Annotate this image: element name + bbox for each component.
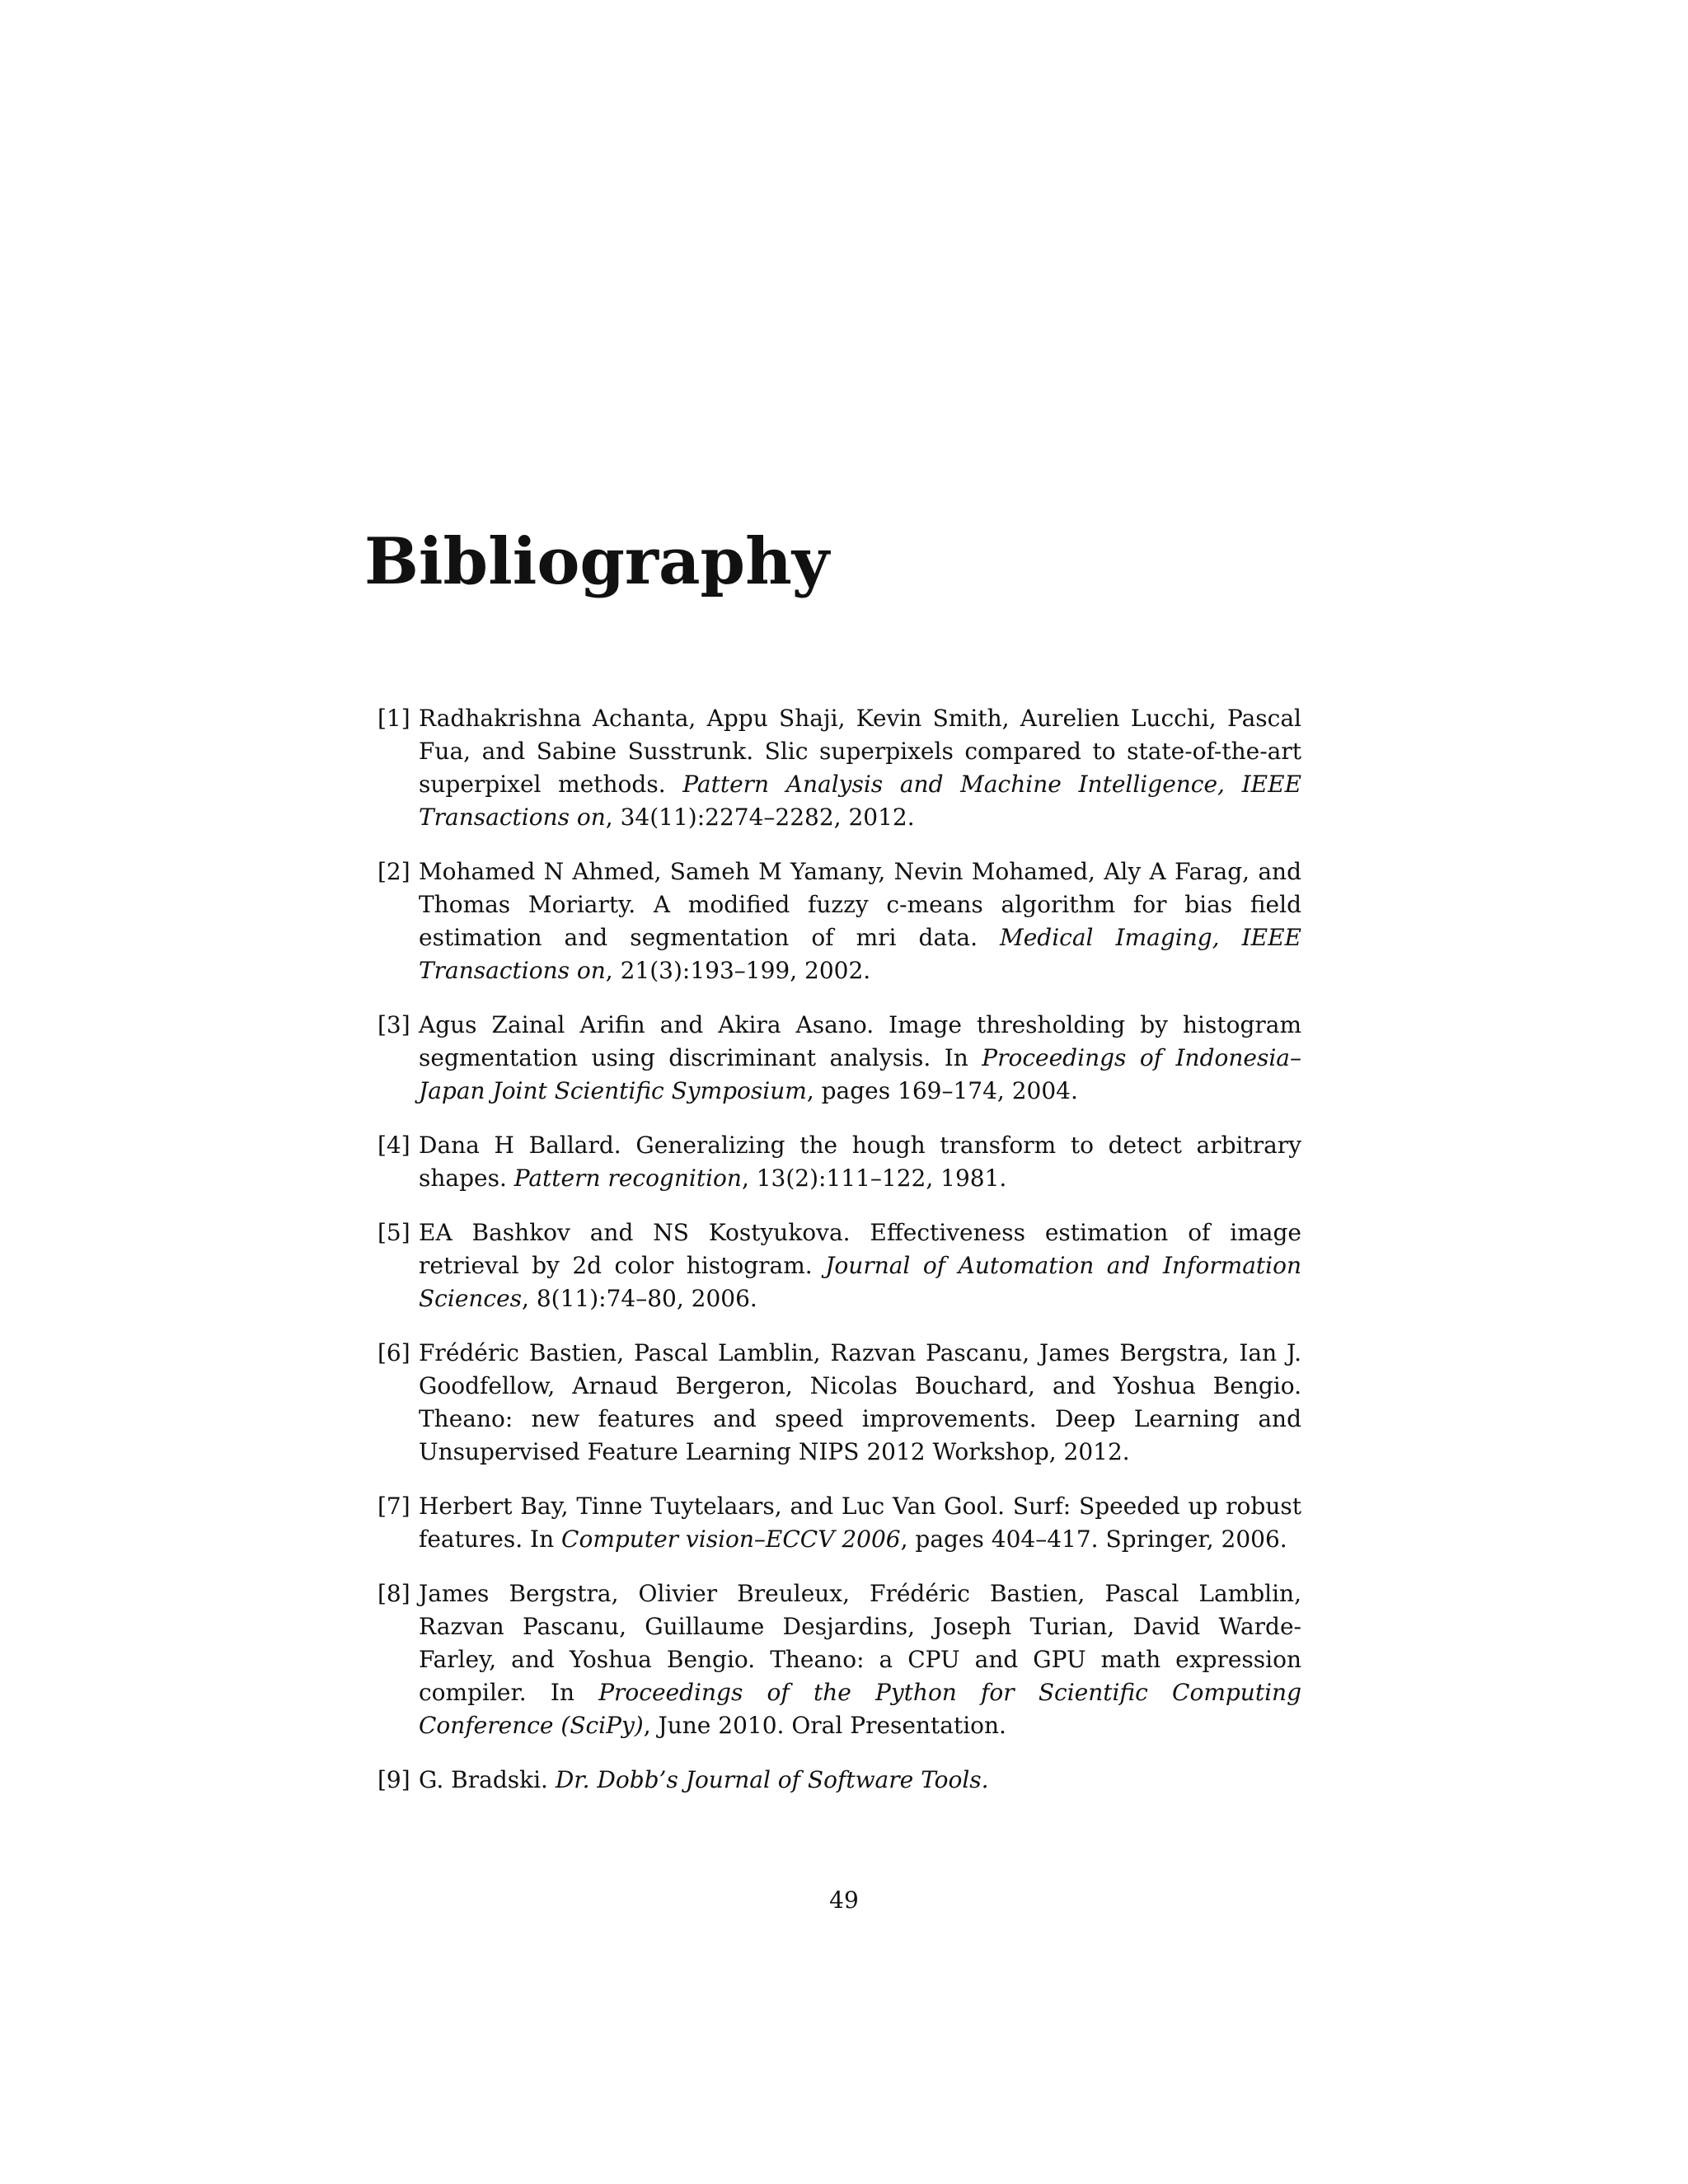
- bib-venue: Pattern Analysis and Machine Intelligence, IEEE Transactions on: [419, 771, 1302, 831]
- bib-entry-9: [377, 1764, 1301, 1797]
- bib-details: , pages 169–174, 2004.: [806, 1077, 1078, 1104]
- bib-details: , 8(11):74–80, 2006.: [522, 1285, 757, 1312]
- bib-number: [2]: [377, 858, 410, 885]
- bib-entry-7: [377, 1490, 1301, 1556]
- bib-venue: Dr. Dobb’s Journal of Software Tools.: [555, 1766, 989, 1793]
- bib-number: [6]: [377, 1339, 410, 1366]
- bib-entry-4: [377, 1129, 1301, 1195]
- bib-text: Radhakrishna Achanta, Appu Shaji, Kevin Smith, Aurelien Lucchi, Pascal Fua, and Sabine Susstrunk. Slic superpixels compared to state-of-the-art superpixel methods.: [419, 705, 1301, 798]
- bib-venue: Computer vision–ECCV 2006: [561, 1526, 901, 1553]
- bib-number: [4]: [377, 1132, 410, 1159]
- bib-number: [8]: [377, 1580, 410, 1607]
- bib-text: Mohamed N Ahmed, Sameh M Yamany, Nevin Mohamed, Aly A Farag, and Thomas Moriarty. A modified fuzzy c-means algorithm for bias field estimation and segmentation of mri data.: [419, 858, 1301, 951]
- bib-entry-3: [377, 1009, 1301, 1108]
- bib-venue: Pattern recognition: [513, 1165, 742, 1192]
- bib-entry-2: [377, 855, 1301, 987]
- bib-venue: Journal of Automation and Information Sciences: [419, 1252, 1301, 1312]
- bib-entry-5: [377, 1216, 1301, 1315]
- bib-number: [7]: [377, 1493, 410, 1520]
- bib-details: , 13(2):111–122, 1981.: [741, 1165, 1007, 1192]
- bib-text: G. Bradski.: [419, 1766, 556, 1793]
- bib-text: EA Bashkov and NS Kostyukova. Effectiveness estimation of image retrieval by 2d color histogram.: [419, 1219, 1301, 1279]
- page-number: 49: [829, 1886, 859, 1914]
- bib-details: , 21(3):193–199, 2002.: [605, 957, 871, 984]
- bib-number: [5]: [377, 1219, 410, 1246]
- bib-details: , June 2010. Oral Presentation.: [643, 1712, 1006, 1739]
- bib-details: , 34(11):2274–2282, 2012.: [605, 804, 915, 831]
- bib-venue: Medical Imaging, IEEE Transactions on: [419, 924, 1301, 984]
- bib-text: Frédéric Bastien, Pascal Lamblin, Razvan Pascanu, James Bergstra, Ian J. Goodfellow, Arnaud Bergeron, Nicolas Bouchard, and Yoshua Bengio. Theano: new features and speed improvements. Deep Learning and Unsupervised Feature Learning NIPS 2012 Workshop, 2012.: [419, 1339, 1301, 1465]
- bib-venue: Proceedings of the Python for Scientific Computing Conference (SciPy): [419, 1679, 1301, 1739]
- bib-number: [1]: [377, 705, 410, 732]
- bib-text: Herbert Bay, Tinne Tuytelaars, and Luc Van Gool. Surf: Speeded up robust features. In: [419, 1493, 1301, 1553]
- page-title: Bibliography: [364, 524, 830, 599]
- bibliography-list: [377, 702, 1301, 1818]
- bib-text: James Bergstra, Olivier Breuleux, Frédéric Bastien, Pascal Lamblin, Razvan Pascanu, Guillaume Desjardins, Joseph Turian, David Warde-Farley, and Yoshua Bengio. Theano: a CPU and GPU math expression compiler. In: [419, 1580, 1301, 1706]
- bib-number: [3]: [377, 1011, 410, 1038]
- bib-entry-6: [377, 1337, 1301, 1469]
- bib-venue: Proceedings of Indonesia–Japan Joint Scientific Symposium: [419, 1044, 1301, 1104]
- bib-text: Agus Zainal Arifin and Akira Asano. Image thresholding by histogram segmentation using discriminant analysis. In: [419, 1011, 1301, 1071]
- bib-entry-1: [377, 702, 1301, 834]
- bib-number: [9]: [377, 1766, 410, 1793]
- bib-details: , pages 404–417. Springer, 2006.: [900, 1526, 1287, 1553]
- bib-entry-8: [377, 1577, 1301, 1742]
- bib-text: Dana H Ballard. Generalizing the hough transform to detect arbitrary shapes.: [419, 1132, 1301, 1192]
